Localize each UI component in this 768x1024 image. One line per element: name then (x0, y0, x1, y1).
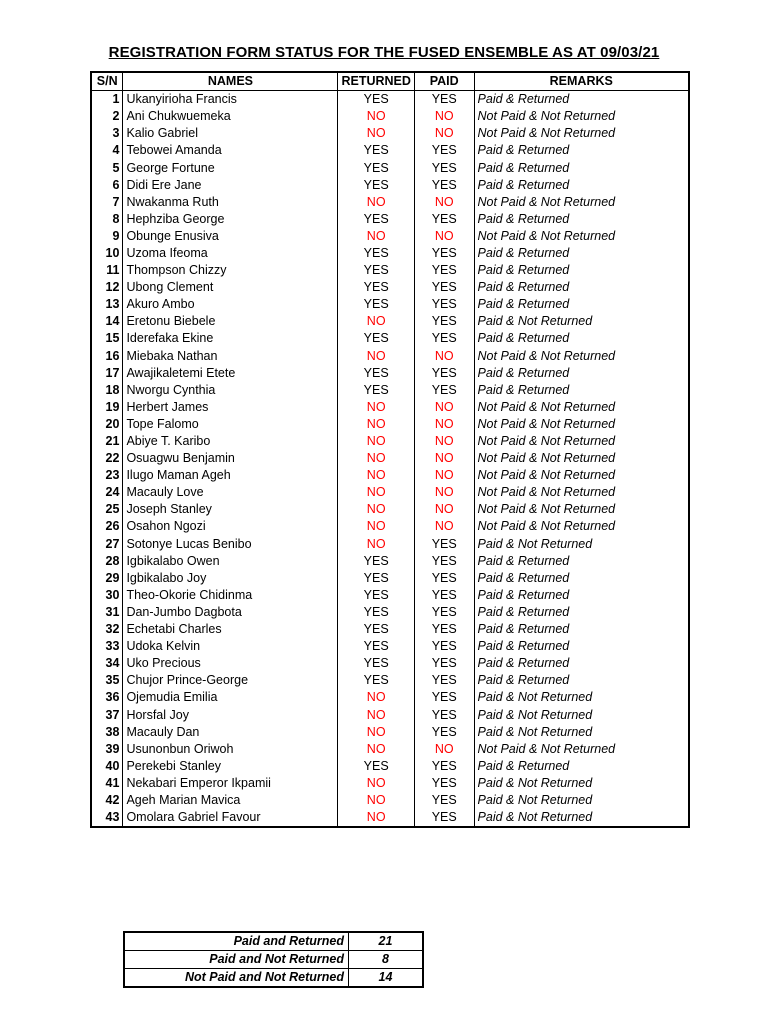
row-sn: 12 (91, 279, 123, 296)
row-paid: YES (414, 159, 474, 176)
row-returned: YES (338, 553, 414, 570)
table-row (91, 262, 689, 279)
row-remarks: Paid & Returned (474, 91, 689, 109)
row-sn: 36 (91, 689, 123, 706)
row-remarks: Paid & Not Returned (474, 706, 689, 723)
row-name: Hephziba George (123, 211, 338, 228)
row-remarks: Paid & Returned (474, 177, 689, 194)
row-sn: 27 (91, 536, 123, 553)
row-returned: NO (338, 467, 414, 484)
row-returned: NO (338, 125, 414, 142)
summary-value: 8 (349, 951, 424, 969)
table-row (91, 775, 689, 792)
row-remarks: Paid & Returned (474, 655, 689, 672)
row-sn: 28 (91, 553, 123, 570)
row-remarks: Paid & Returned (474, 330, 689, 347)
row-sn: 21 (91, 433, 123, 450)
summary-table (123, 931, 424, 988)
row-remarks: Paid & Returned (474, 279, 689, 296)
row-remarks: Paid & Returned (474, 296, 689, 313)
row-returned: YES (338, 330, 414, 347)
row-paid: YES (414, 279, 474, 296)
row-remarks: Paid & Not Returned (474, 775, 689, 792)
row-sn: 39 (91, 741, 123, 758)
row-sn: 30 (91, 587, 123, 604)
row-remarks: Paid & Returned (474, 638, 689, 655)
row-returned: NO (338, 741, 414, 758)
row-remarks: Not Paid & Not Returned (474, 125, 689, 142)
row-sn: 35 (91, 672, 123, 689)
table-row (91, 313, 689, 330)
row-remarks: Not Paid & Not Returned (474, 467, 689, 484)
row-returned: NO (338, 792, 414, 809)
row-sn: 40 (91, 758, 123, 775)
table-row (91, 655, 689, 672)
row-sn: 34 (91, 655, 123, 672)
row-sn: 32 (91, 621, 123, 638)
row-returned: NO (338, 433, 414, 450)
row-sn: 37 (91, 706, 123, 723)
row-name: Nekabari Emperor Ikpamii (123, 775, 338, 792)
header-paid: PAID (414, 72, 474, 91)
row-name: Udoka Kelvin (123, 638, 338, 655)
row-sn: 4 (91, 142, 123, 159)
table-row (91, 399, 689, 416)
row-returned: NO (338, 228, 414, 245)
row-remarks: Paid & Returned (474, 604, 689, 621)
row-name: Ilugo Maman Ageh (123, 467, 338, 484)
row-sn: 31 (91, 604, 123, 621)
row-paid: YES (414, 724, 474, 741)
row-name: Didi Ere Jane (123, 177, 338, 194)
table-row (91, 638, 689, 655)
row-remarks: Paid & Returned (474, 142, 689, 159)
row-paid: YES (414, 177, 474, 194)
row-sn: 25 (91, 501, 123, 518)
row-returned: YES (338, 382, 414, 399)
table-row (91, 706, 689, 723)
row-name: Obunge Enusiva (123, 228, 338, 245)
row-returned: NO (338, 809, 414, 827)
row-remarks: Not Paid & Not Returned (474, 228, 689, 245)
table-row (91, 724, 689, 741)
row-returned: YES (338, 279, 414, 296)
row-sn: 33 (91, 638, 123, 655)
row-sn: 8 (91, 211, 123, 228)
row-returned: NO (338, 706, 414, 723)
row-remarks: Paid & Not Returned (474, 809, 689, 827)
row-paid: YES (414, 245, 474, 262)
row-remarks: Paid & Not Returned (474, 792, 689, 809)
row-paid: NO (414, 108, 474, 125)
row-returned: YES (338, 621, 414, 638)
row-name: Osuagwu Benjamin (123, 450, 338, 467)
row-paid: YES (414, 809, 474, 827)
table-row (91, 194, 689, 211)
table-row (91, 467, 689, 484)
row-name: Herbert James (123, 399, 338, 416)
row-name: Igbikalabo Owen (123, 553, 338, 570)
row-returned: NO (338, 689, 414, 706)
row-remarks: Paid & Not Returned (474, 313, 689, 330)
row-name: Tebowei Amanda (123, 142, 338, 159)
row-returned: NO (338, 450, 414, 467)
row-returned: NO (338, 518, 414, 535)
row-paid: YES (414, 91, 474, 109)
table-row (91, 553, 689, 570)
summary-label: Not Paid and Not Returned (124, 969, 349, 988)
row-returned: YES (338, 91, 414, 109)
row-returned: YES (338, 177, 414, 194)
row-paid: NO (414, 348, 474, 365)
table-row (91, 91, 689, 109)
row-paid: YES (414, 604, 474, 621)
row-paid: YES (414, 211, 474, 228)
summary-label: Paid and Returned (124, 932, 349, 951)
row-remarks: Paid & Returned (474, 245, 689, 262)
row-name: Iderefaka Ekine (123, 330, 338, 347)
row-remarks: Not Paid & Not Returned (474, 348, 689, 365)
row-sn: 18 (91, 382, 123, 399)
row-remarks: Paid & Returned (474, 570, 689, 587)
row-name: Perekebi Stanley (123, 758, 338, 775)
row-paid: NO (414, 518, 474, 535)
row-returned: NO (338, 775, 414, 792)
row-remarks: Paid & Not Returned (474, 689, 689, 706)
summary-value: 21 (349, 932, 424, 951)
table-row (91, 672, 689, 689)
row-returned: YES (338, 672, 414, 689)
row-name: Chujor Prince-George (123, 672, 338, 689)
header-sn: S/N (91, 72, 123, 91)
row-returned: NO (338, 399, 414, 416)
table-row (91, 792, 689, 809)
row-paid: NO (414, 501, 474, 518)
row-returned: NO (338, 108, 414, 125)
row-name: Ageh Marian Mavica (123, 792, 338, 809)
row-sn: 15 (91, 330, 123, 347)
row-returned: YES (338, 159, 414, 176)
row-sn: 23 (91, 467, 123, 484)
row-returned: YES (338, 570, 414, 587)
table-row (91, 279, 689, 296)
row-sn: 13 (91, 296, 123, 313)
row-paid: YES (414, 706, 474, 723)
header-remarks: REMARKS (474, 72, 689, 91)
row-returned: YES (338, 365, 414, 382)
row-returned: NO (338, 348, 414, 365)
row-remarks: Not Paid & Not Returned (474, 518, 689, 535)
table-row (91, 228, 689, 245)
summary-value: 14 (349, 969, 424, 988)
row-name: Sotonye Lucas Benibo (123, 536, 338, 553)
table-row (91, 108, 689, 125)
row-paid: YES (414, 638, 474, 655)
row-returned: NO (338, 194, 414, 211)
row-remarks: Not Paid & Not Returned (474, 501, 689, 518)
row-paid: YES (414, 570, 474, 587)
row-remarks: Paid & Returned (474, 672, 689, 689)
row-remarks: Not Paid & Not Returned (474, 416, 689, 433)
row-returned: NO (338, 484, 414, 501)
row-returned: YES (338, 211, 414, 228)
row-name: Awajikaletemi Etete (123, 365, 338, 382)
row-returned: NO (338, 416, 414, 433)
row-paid: NO (414, 228, 474, 245)
summary-label: Paid and Not Returned (124, 951, 349, 969)
row-name: Nworgu Cynthia (123, 382, 338, 399)
row-sn: 6 (91, 177, 123, 194)
row-paid: NO (414, 467, 474, 484)
row-name: Theo-Okorie Chidinma (123, 587, 338, 604)
row-sn: 2 (91, 108, 123, 125)
row-paid: YES (414, 587, 474, 604)
table-row (91, 741, 689, 758)
row-name: Omolara Gabriel Favour (123, 809, 338, 827)
summary-row (124, 932, 423, 951)
row-remarks: Paid & Returned (474, 365, 689, 382)
row-paid: YES (414, 689, 474, 706)
row-sn: 26 (91, 518, 123, 535)
row-paid: YES (414, 621, 474, 638)
table-row (91, 621, 689, 638)
row-name: Kalio Gabriel (123, 125, 338, 142)
row-remarks: Not Paid & Not Returned (474, 399, 689, 416)
row-returned: YES (338, 604, 414, 621)
row-paid: YES (414, 330, 474, 347)
row-paid: NO (414, 450, 474, 467)
table-row (91, 330, 689, 347)
row-paid: NO (414, 194, 474, 211)
row-paid: NO (414, 741, 474, 758)
row-remarks: Paid & Returned (474, 382, 689, 399)
row-name: Eretonu Biebele (123, 313, 338, 330)
table-row (91, 809, 689, 827)
row-sn: 3 (91, 125, 123, 142)
row-returned: YES (338, 638, 414, 655)
row-sn: 43 (91, 809, 123, 827)
row-returned: YES (338, 296, 414, 313)
document-title: REGISTRATION FORM STATUS FOR THE FUSED ENSEMBLE AS AT 09/03/21 (108, 44, 660, 61)
row-returned: YES (338, 142, 414, 159)
row-paid: YES (414, 142, 474, 159)
summary-row (124, 951, 423, 969)
row-paid: YES (414, 775, 474, 792)
row-returned: NO (338, 313, 414, 330)
row-remarks: Paid & Returned (474, 553, 689, 570)
row-name: Osahon Ngozi (123, 518, 338, 535)
row-sn: 24 (91, 484, 123, 501)
row-returned: YES (338, 262, 414, 279)
table-row (91, 245, 689, 262)
table-row (91, 382, 689, 399)
row-remarks: Not Paid & Not Returned (474, 433, 689, 450)
row-paid: YES (414, 758, 474, 775)
row-name: Igbikalabo Joy (123, 570, 338, 587)
row-name: Nwakanma Ruth (123, 194, 338, 211)
row-remarks: Not Paid & Not Returned (474, 450, 689, 467)
row-sn: 20 (91, 416, 123, 433)
row-name: Macauly Love (123, 484, 338, 501)
table-row (91, 518, 689, 535)
row-paid: YES (414, 792, 474, 809)
row-sn: 5 (91, 159, 123, 176)
table-row (91, 587, 689, 604)
row-paid: NO (414, 125, 474, 142)
row-sn: 42 (91, 792, 123, 809)
row-name: Tope Falomo (123, 416, 338, 433)
row-returned: YES (338, 655, 414, 672)
header-names: NAMES (123, 72, 338, 91)
row-remarks: Not Paid & Not Returned (474, 484, 689, 501)
table-row (91, 433, 689, 450)
row-returned: NO (338, 724, 414, 741)
row-name: Dan-Jumbo Dagbota (123, 604, 338, 621)
row-paid: NO (414, 433, 474, 450)
table-row (91, 125, 689, 142)
row-name: Echetabi Charles (123, 621, 338, 638)
row-remarks: Paid & Returned (474, 758, 689, 775)
row-name: Ubong Clement (123, 279, 338, 296)
row-name: Uko Precious (123, 655, 338, 672)
row-paid: YES (414, 262, 474, 279)
row-sn: 16 (91, 348, 123, 365)
row-paid: YES (414, 313, 474, 330)
row-sn: 7 (91, 194, 123, 211)
row-sn: 29 (91, 570, 123, 587)
row-paid: YES (414, 365, 474, 382)
row-sn: 11 (91, 262, 123, 279)
row-remarks: Paid & Not Returned (474, 536, 689, 553)
row-returned: NO (338, 501, 414, 518)
row-remarks: Paid & Returned (474, 587, 689, 604)
row-sn: 17 (91, 365, 123, 382)
row-sn: 1 (91, 91, 123, 109)
row-paid: YES (414, 672, 474, 689)
row-returned: YES (338, 245, 414, 262)
summary-row (124, 969, 423, 988)
row-paid: YES (414, 536, 474, 553)
row-name: Thompson Chizzy (123, 262, 338, 279)
row-sn: 38 (91, 724, 123, 741)
table-row (91, 570, 689, 587)
row-paid: YES (414, 655, 474, 672)
row-paid: YES (414, 296, 474, 313)
row-name: Ojemudia Emilia (123, 689, 338, 706)
table-row (91, 159, 689, 176)
row-sn: 10 (91, 245, 123, 262)
table-row (91, 536, 689, 553)
row-name: Uzoma Ifeoma (123, 245, 338, 262)
row-remarks: Paid & Returned (474, 159, 689, 176)
row-name: Miebaka Nathan (123, 348, 338, 365)
row-paid: NO (414, 484, 474, 501)
row-name: Ani Chukwuemeka (123, 108, 338, 125)
table-row (91, 142, 689, 159)
row-remarks: Not Paid & Not Returned (474, 741, 689, 758)
row-name: Ukanyirioha Francis (123, 91, 338, 109)
row-remarks: Not Paid & Not Returned (474, 108, 689, 125)
registration-status-table (90, 71, 690, 828)
row-remarks: Paid & Returned (474, 262, 689, 279)
row-returned: YES (338, 758, 414, 775)
header-returned: RETURNED (338, 72, 414, 91)
row-remarks: Paid & Returned (474, 621, 689, 638)
table-row (91, 604, 689, 621)
row-paid: YES (414, 553, 474, 570)
row-paid: NO (414, 416, 474, 433)
row-name: George Fortune (123, 159, 338, 176)
table-body (91, 91, 689, 828)
row-remarks: Paid & Not Returned (474, 724, 689, 741)
table-row (91, 296, 689, 313)
row-paid: YES (414, 382, 474, 399)
row-sn: 19 (91, 399, 123, 416)
row-name: Usunonbun Oriwoh (123, 741, 338, 758)
row-sn: 22 (91, 450, 123, 467)
row-name: Macauly Dan (123, 724, 338, 741)
row-name: Abiye T. Karibo (123, 433, 338, 450)
row-remarks: Not Paid & Not Returned (474, 194, 689, 211)
row-sn: 41 (91, 775, 123, 792)
table-row (91, 758, 689, 775)
table-row (91, 689, 689, 706)
table-row (91, 416, 689, 433)
row-name: Akuro Ambo (123, 296, 338, 313)
row-paid: NO (414, 399, 474, 416)
row-sn: 9 (91, 228, 123, 245)
table-header-row (91, 72, 689, 91)
row-name: Joseph Stanley (123, 501, 338, 518)
row-returned: YES (338, 587, 414, 604)
row-returned: NO (338, 536, 414, 553)
table-row (91, 348, 689, 365)
row-remarks: Paid & Returned (474, 211, 689, 228)
table-row (91, 484, 689, 501)
table-row (91, 501, 689, 518)
table-row (91, 211, 689, 228)
table-row (91, 177, 689, 194)
row-name: Horsfal Joy (123, 706, 338, 723)
table-row (91, 365, 689, 382)
table-row (91, 450, 689, 467)
summary-body (124, 932, 423, 987)
row-sn: 14 (91, 313, 123, 330)
